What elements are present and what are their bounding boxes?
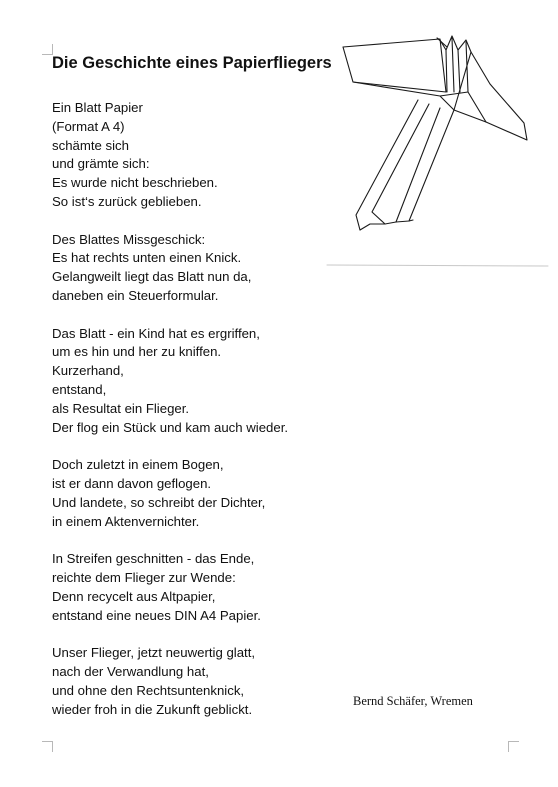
- poem-line: um es hin und her zu kniffen.: [52, 344, 222, 360]
- poem-title: Die Geschichte eines Papierfliegers: [52, 54, 332, 72]
- poem-line: und ohne den Rechtsuntenknick,: [52, 682, 245, 698]
- poem-line: Kurzerhand,: [52, 363, 124, 379]
- poem-line: So ist‘s zurück geblieben.: [52, 193, 202, 209]
- poem-line: Unser Flieger, jetzt neuwertig glatt,: [52, 645, 256, 661]
- stanza: [52, 325, 352, 438]
- poem-line: in einem Aktenvernichter.: [52, 513, 200, 529]
- stanza: [52, 99, 352, 212]
- poem-line: Das Blatt - ein Kind hat es ergriffen,: [52, 325, 260, 341]
- poem-line: daneben ein Steuerformular.: [52, 287, 219, 303]
- poem-line: Es hat rechts unten einen Knick.: [52, 250, 242, 266]
- poem-line: Und landete, so schreibt der Dichter,: [52, 494, 266, 510]
- poem-line: reichte dem Flieger zur Wende:: [52, 569, 236, 585]
- crop-mark-bottom-right: [508, 741, 519, 752]
- poem-line: Denn recycelt aus Altpapier,: [52, 588, 216, 604]
- author-signature: Bernd Schäfer, Wremen: [353, 694, 473, 708]
- crop-mark-bottom-left: [42, 741, 53, 752]
- stanza: [52, 456, 352, 531]
- stanza: [52, 644, 352, 719]
- poem-line: In Streifen geschnitten - das Ende,: [52, 551, 255, 567]
- poem-line: Ein Blatt Papier: [52, 100, 143, 115]
- poem-line: Doch zuletzt in einem Bogen,: [52, 457, 224, 473]
- poem-line: und grämte sich:: [52, 156, 150, 172]
- poem-line: Der flog ein Stück und kam auch wieder.: [52, 419, 289, 435]
- poem-line: als Resultat ein Flieger.: [52, 400, 190, 416]
- poem-line: entstand eine neues DIN A4 Papier.: [52, 607, 261, 623]
- stanza: [52, 231, 352, 306]
- poem-body: [52, 99, 352, 738]
- poem-line: ist er dann davon geflogen.: [52, 475, 212, 491]
- poem-line: nach der Verwandlung hat,: [52, 663, 209, 679]
- poem-line: Des Blattes Missgeschick:: [52, 231, 206, 247]
- poem-line: entstand,: [52, 381, 107, 397]
- poem-line: (Format A 4): [52, 118, 125, 134]
- poem-line: wieder froh in die Zukunft geblickt.: [52, 701, 253, 717]
- poem-line: Gelangweilt liegt das Blatt nun da,: [52, 269, 252, 285]
- poem-line: schämte sich: [52, 137, 129, 153]
- poem-line: Es wurde nicht beschrieben.: [52, 175, 218, 191]
- stanza: [52, 550, 352, 625]
